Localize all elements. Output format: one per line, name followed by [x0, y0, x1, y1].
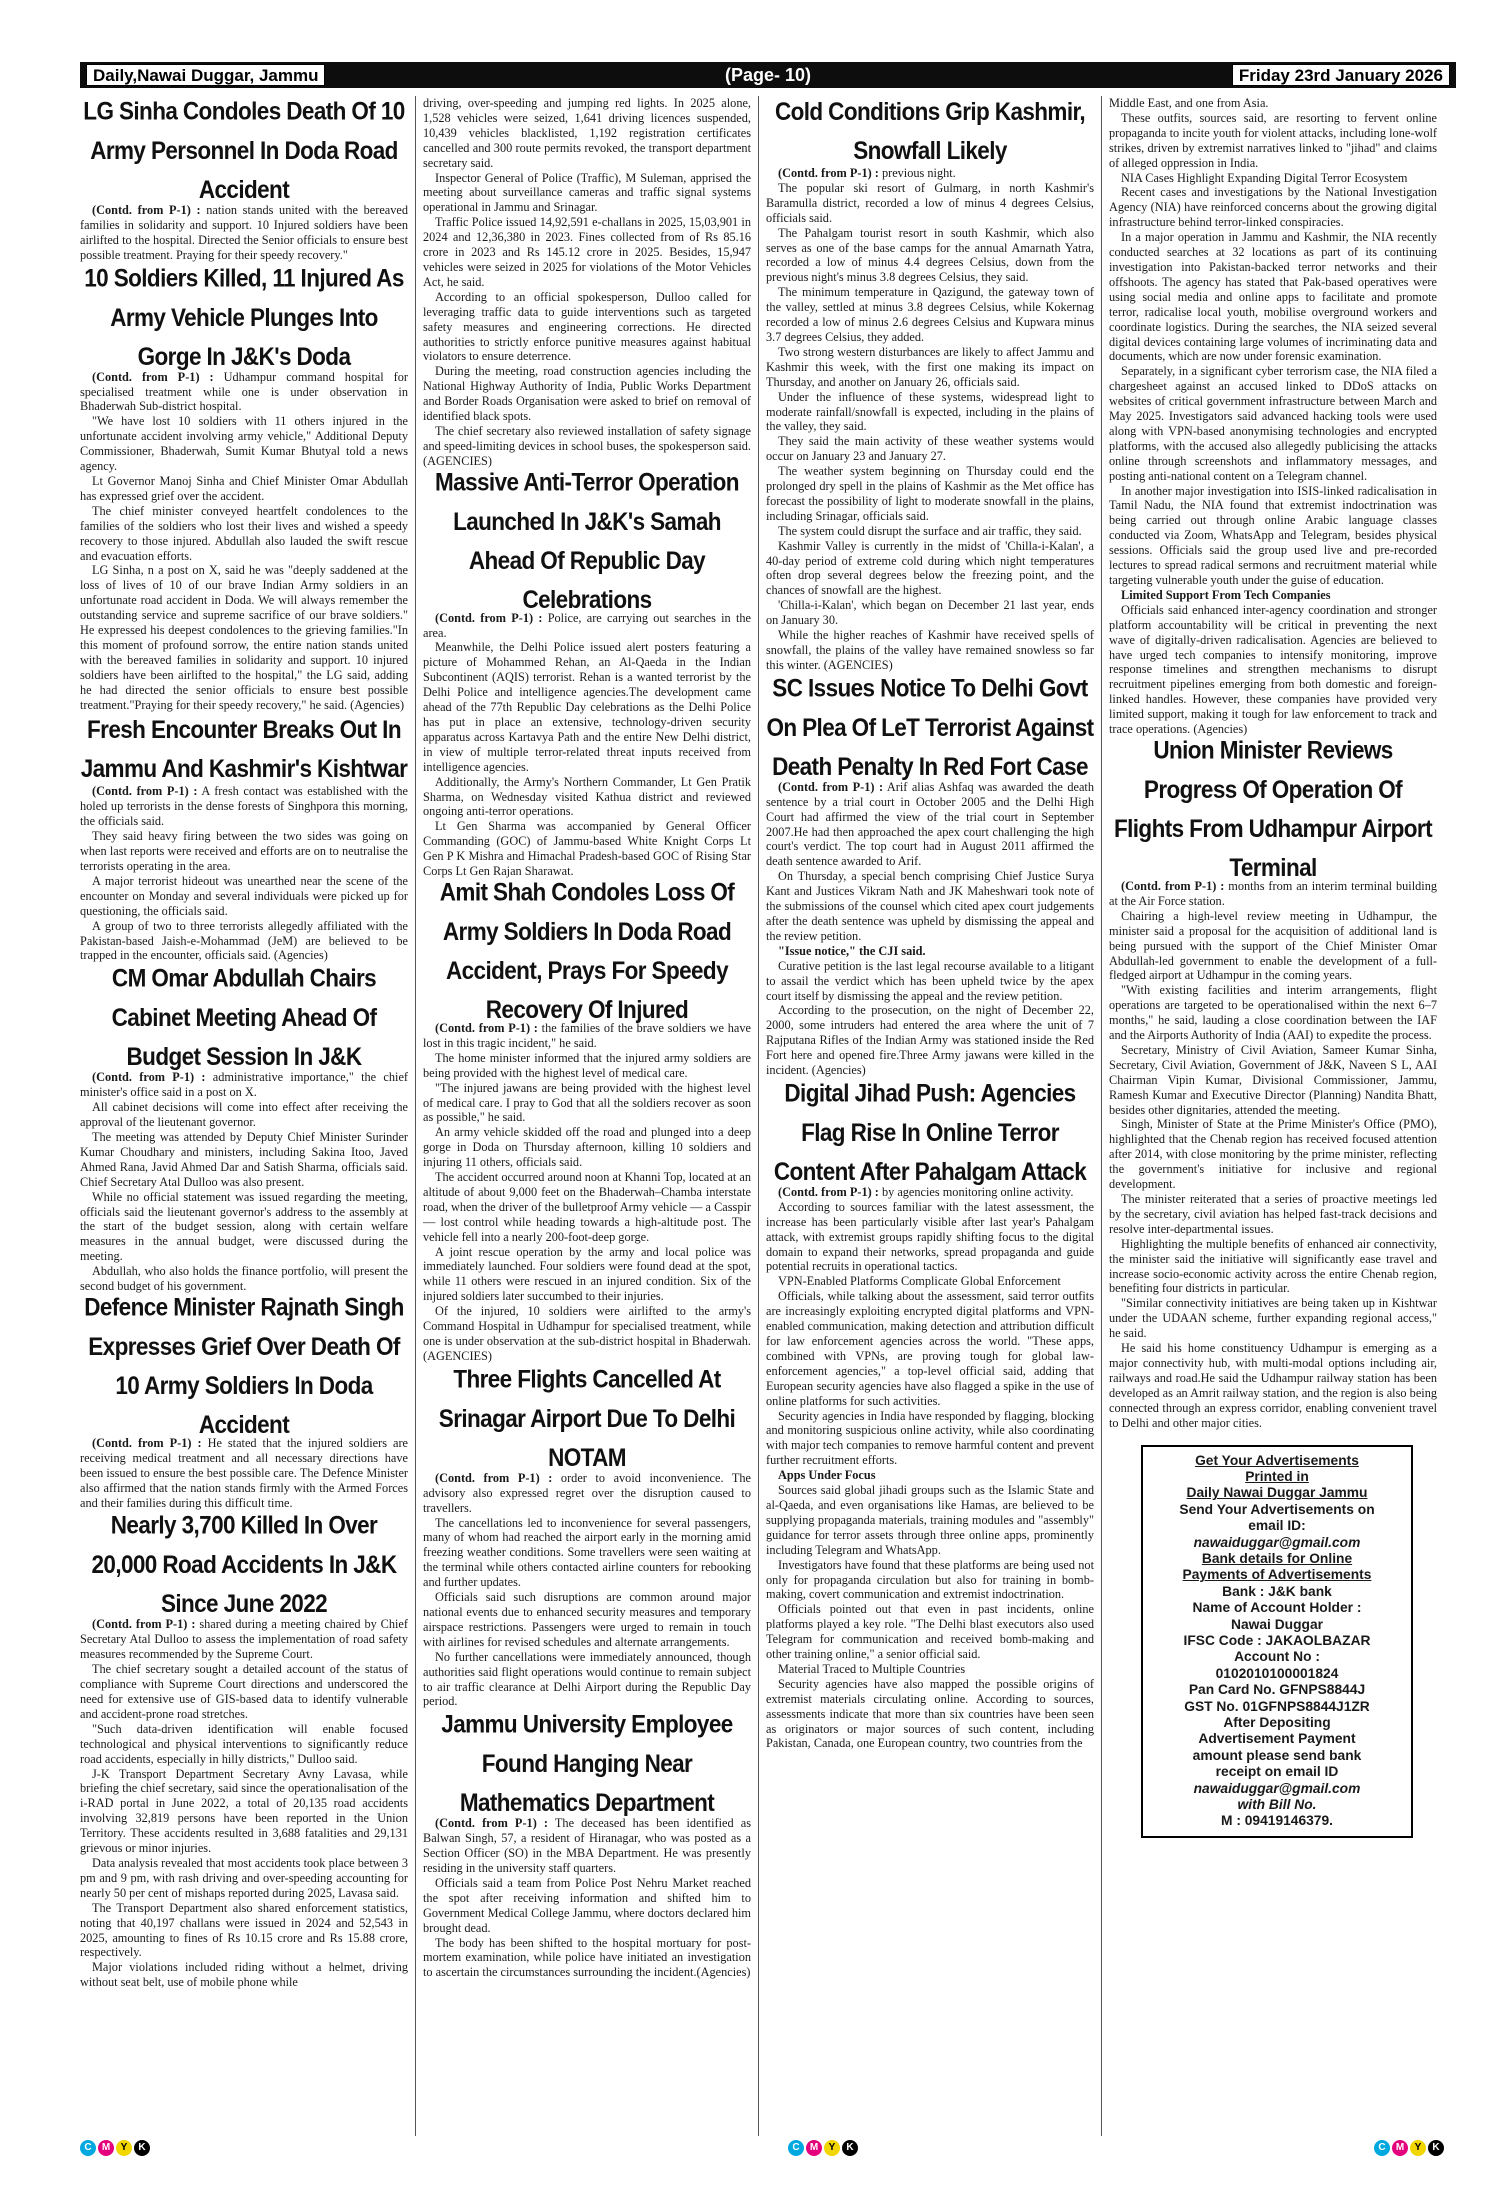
page-number: (Page- 10) [724, 65, 812, 85]
ad-line: IFSC Code : JAKAOLBAZAR [1183, 1632, 1371, 1648]
body-text: driving, over-speeding and jumping red lights. In 2025 alone, 1,528 vehicles were seized, 1,641 driving licences suspended, 10,439 vehicles blacklisted, 1,192 registration certificates cancelled and 300 route permits revoked, the transport department secretary said. [423, 96, 751, 170]
body-text: nation stands united with the bereaved families in solidarity and support. 10 Injured soldiers have been airlifted to the hospital. Directed the Senior officials to ensure best possible treatment. Praying for their speedy recovery." [80, 203, 408, 262]
body-text: Middle East, and one from Asia. [1109, 96, 1269, 110]
body-text: They said the main activity of these weather systems would occur on January 23 and January 27. [766, 434, 1094, 464]
continuation-lead: (Contd. from P-1) : [435, 1470, 553, 1485]
headline: Cold Conditions Grip Kashmir, Snowfall Likely [774, 97, 1086, 165]
headline: Fresh Encounter Breaks Out In Jammu And Kashmir's Kishtwar [80, 715, 408, 784]
ad-line: Bank : J&K bank [1222, 1583, 1332, 1599]
body-text: Arif alias Ashfaq was awarded the death sentence by a trial court in October 2005 and the Delhi High Court had affirmed the view of the trial court in September 2007.He had then approached the apex court challenging the high court's verdict. The top court had in August 2011 affirmed the death sentence awarded to Arif. [766, 779, 1094, 869]
cmyk-marks [80, 2140, 150, 2158]
headline: Defence Minister Rajnath Singh Expresses Grief Over Death Of 10 Army Soldiers In Doda Accident [84, 1293, 404, 1439]
column-rule [758, 96, 759, 2136]
cmyk-dot: C [1374, 2140, 1390, 2156]
body-text: The home minister informed that the injured army soldiers are being provided with the highest level of medical care. [423, 1050, 751, 1080]
continuation-lead: (Contd. from P-1) : [92, 1070, 206, 1085]
body-text: shared during a meeting chaired by Chief Secretary Atal Dulloo to assess the implementation of road safety measures recommended by the Supreme Court. [80, 1617, 408, 1662]
ad-email: nawaiduggar@gmail.com [1193, 1780, 1361, 1796]
body-text: A joint rescue operation by the army and local police was immediately launched. Four soldiers were found dead at the spot, while 11 others were rescued in an injured condition. Six of the injured soldiers later succumbed to their injuries. [423, 1244, 751, 1304]
body-text: Secretary, Ministry of Civil Aviation, Sameer Kumar Sinha, Secretary, Civil Aviation, Government of J&K, Naveen S L, AAI Chairman Vipin Kumar, Divisional Commissioner, Jammu, Ramesh Kumar and Executive Director (Planning) Nandita Bhatt, besides other dignitaries, attended the meeting. [1109, 1042, 1437, 1117]
body-text: J-K Transport Department Secretary Avny Lavasa, while briefing the chief secretary, said since the operationalisation of the i-RAD portal in June 2022, a total of 20,135 road accidents involving 32,819 persons have been reported in the Union Territory. These accidents resulted in 3,688 fatalities and 29,131 grievous or minor injuries. [80, 1766, 408, 1856]
ad-line: with Bill No. [1237, 1797, 1317, 1813]
body-text: administrative importance," the chief minister's office said in a post on X. [80, 1070, 408, 1100]
body-text: Sources said global jihadi groups such as the Islamic State and al-Qaeda, and even organisations like Hamas, are believed to be supplying propaganda materials, training modules and "assembly" guidance for terror assets through three online apps, prominently including Telegram and WhatsApp. [766, 1483, 1094, 1557]
body-text: Officials said such disruptions are common around major national events due to enhanced security measures and temporary airspace restrictions. Passengers were urged to remain in touch with airlines for revised schedules and alternate arrangements. [423, 1590, 751, 1649]
body-text: The Transport Department also shared enforcement statistics, noting that 40,197 challans were issued in 2024 and 52,543 in 2025, amounting to fines of Rs 10.15 crore and Rs 15.88 crore, respectively. [80, 1900, 408, 1960]
body-text: He said his home constituency Udhampur is emerging as a major connectivity hub, with multi-modal options including air, railways and road.He said the Udhampur railway station has been developed as an Amrit railway station, and the region is also being connected through an express corridor, enabling convenient travel to Delhi and other major cities. [1109, 1341, 1437, 1430]
body-text: Additionally, the Army's Northern Commander, Lt Gen Pratik Sharma, on Wednesday visited Kathua district and reviewed ongoing anti-terror operations. [423, 774, 751, 819]
subheading: VPN-Enabled Platforms Complicate Global Enforcement [778, 1274, 1061, 1289]
body-text: The accident occurred around noon at Khanni Top, located at an altitude of about 9,000 feet on the Bhaderwah–Chamba interstate road, when the driver of the bulletproof Army vehicle — a Casspir — lost control while heading towards a high-altitude post. The vehicle fell into a nearly 200-foot-deep gorge. [423, 1170, 751, 1244]
body-text: The deceased has been identified as Balwan Singh, 57, a resident of Hiranagar, who was posted as a Section Officer (SO) in the MBA Department. He was presently residing in the university staff quarters. [423, 1816, 751, 1876]
body-text: Recent cases and investigations by the National Investigation Agency (NIA) have reinforced concerns about the growing digital infrastructure behind terror-linked conspiracies. [1109, 185, 1437, 230]
body-text: Security agencies have also mapped the possible origins of extremist materials circulating online. According to sources, assessments indicate that more than six countries have been seen as originators or major sources of such content, including Pakistan, Canada, one European country, two countries from the [766, 1676, 1094, 1751]
body-text: Investigators have found that these platforms are being used not only for propaganda circulation but also for training in bomb-making, covert communication and extremist indoctrination. [766, 1557, 1094, 1602]
column-rule [415, 96, 416, 2136]
ad-line: Account No : [1234, 1649, 1320, 1665]
continuation-lead: (Contd. from P-1) : [92, 784, 198, 799]
body-text: During the meeting, road construction agencies including the National Highway Authority of India, Public Works Department and Border Roads Organisation were asked to brief on removal of identified black spots. [423, 364, 751, 424]
body-text: These outfits, sources said, are resorting to fervent online propaganda to incite youth for violent attacks, including lone-wolf strikes, driven by extremist narratives linked to "jihad" and claims of alleged oppression in India. [1109, 110, 1437, 170]
article-road-accidents-jk [80, 1512, 408, 1990]
body-text: "With existing facilities and interim arrangements, flight operations are targeted to be operationalised within the next 6–7 months," he said, lauding a close coordination between the IAF and the Airports Authority of India (AAI) to expedite the process. [1109, 983, 1437, 1043]
body-text: An army vehicle skidded off the road and plunged into a deep gorge in Doda on Thursday afternoon, killing 10 soldiers and injuring 11 others, officials said. [423, 1125, 751, 1170]
column-2 [423, 96, 751, 2136]
cmyk-dot: M [806, 2140, 822, 2156]
body-text: The chief secretary also reviewed installation of safety signage and speed-limiting devices in school buses, the spokesperson said. (AGENCIES) [423, 423, 751, 468]
cmyk-dot: C [80, 2140, 96, 2156]
continuation-lead: (Contd. from P-1) : [435, 1020, 538, 1035]
continuation-lead: (Contd. from P-1) : [435, 1816, 549, 1831]
body-text: Separately, in a significant cyber terrorism case, the NIA filed a chargesheet against an accused linked to DDoS attacks on websites of critical government infrastructure between March and May 2025. Investigators said advanced hacking tools were used along with VPN-based anonymising technologies and encrypted platforms, with the accused also allegedly publicising the attacks online through screenshots and inflammatory messages, and posting anti-national content on a Telegram channel. [1109, 364, 1437, 483]
ad-line: GST No. 01GFNPS8844J1ZR [1184, 1698, 1370, 1714]
continuation-lead: (Contd. from P-1) : [778, 166, 879, 180]
body-text: The popular ski resort of Gulmarg, in north Kashmir's Baramulla district, recorded a low of minus 4 degrees Celsius, officials said. [766, 180, 1094, 225]
article-anti-terror-samah [423, 467, 751, 879]
body-text: Officials said a team from Police Post Nehru Market reached the spot after receiving information and shifted him to Government Medical College Jammu, where doctors declared him brought dead. [423, 1875, 751, 1935]
ad-line: email ID: [1248, 1518, 1306, 1534]
article-digital-jihad-continued [1109, 96, 1437, 737]
body-text: The cancellations led to inconvenience for several passengers, many of whom had reached the airport early in the morning amid freezing weather conditions. Some travellers were seen waiting at the terminal while others contacted airline counters for rebooking and further updates. [423, 1515, 751, 1590]
article-udhampur-airport [1109, 736, 1437, 1431]
headline: SC Issues Notice To Delhi Govt On Plea Of LeT Terrorist Against Death Penalty In Red Fort Case [766, 674, 1094, 781]
article-cold-conditions-kashmir [766, 96, 1094, 673]
body-text: "Such data-driven identification will enable focused technological and physical interventions to significantly reduce road accidents, especially in hilly districts," Dulloo said. [80, 1721, 408, 1766]
article-amit-shah-condoles [423, 878, 751, 1364]
article-srinagar-flights-cancelled [423, 1366, 751, 1710]
subheading: NIA Cases Highlight Expanding Digital Terror Ecosystem [1121, 170, 1408, 185]
continuation-lead: (Contd. from P-1) : [778, 779, 884, 794]
article-cm-cabinet-meeting [80, 965, 408, 1294]
column-4 [1109, 96, 1437, 2136]
ad-line: Printed in [1245, 1468, 1309, 1484]
body-text: "Issue notice," the CJI said. [778, 943, 926, 958]
continuation-lead: (Contd. from P-1) : [1121, 878, 1225, 893]
headline: CM Omar Abdullah Chairs Cabinet Meeting Ahead Of Budget Session In J&K [111, 964, 377, 1072]
ad-line: receipt on email ID [1215, 1764, 1339, 1780]
article-rajnath-singh-grief [80, 1293, 408, 1511]
cmyk-marks [788, 2140, 858, 2158]
body-text: Major violations included riding without a helmet, driving without seat belt, use of mobile phone while [80, 1960, 408, 1990]
continuation-lead: (Contd. from P-1) : [92, 203, 201, 217]
body-text: The weather system beginning on Thursday could end the prolonged dry spell in the plains of Kashmir as the Met office has forecast the possibility of light to moderate snowfall in the plains, including Srinagar, officials said. [766, 464, 1094, 523]
body-text: months from an interim terminal building at the Air Force station. [1109, 878, 1437, 908]
body-text: While no official statement was issued regarding the meeting, officials said the lieutenant governor's address to the assembly at the start of the budget session, along with certain welfare measures in the annual budget, were discussed during the meeting. [80, 1189, 408, 1264]
body-text: In a major operation in Jammu and Kashmir, the NIA recently conducted searches at 32 locations as part of its continuing investigation into Pakistan-backed terror networks and their offshoots. The agency has stated that Pak-based operatives were using social media and online apps to facilitate and promote terror, radicalise local youth, mobilise overground workers and coordinate logistics. During the searches, the NIA seized several digital devices containing large volumes of incriminating data and documents, which are now under forensic examination. [1109, 230, 1437, 364]
subheading: Apps Under Focus [778, 1468, 876, 1483]
headline: Nearly 3,700 Killed In Over 20,000 Road Accidents In J&K Since June 2022 [91, 1511, 397, 1619]
article-fresh-encounter-kishtwar [80, 714, 408, 963]
body-text: Of the injured, 10 soldiers were airlifted to the army's Command Hospital in Udhampur for specialised treatment, while one is under observation at the sub-district hospital in Bhaderwah. (AGENCIES) [423, 1304, 751, 1363]
headline: Three Flights Cancelled At Srinagar Airport Due To Delhi NOTAM [438, 1365, 736, 1472]
continuation-lead: (Contd. from P-1) : [92, 1617, 196, 1632]
body-text: Singh, Minister of State at the Prime Minister's Office (PMO), highlighted that the Chenab region has received focused attention after 2014, with close monitoring by the prime minister, reflecting the government's initiative for inclusive and regional development. [1109, 1117, 1437, 1192]
article-sc-notice-red-fort [766, 675, 1094, 1078]
subheading: Limited Support From Tech Companies [1121, 587, 1331, 602]
body-text: Security agencies in India have responded by flagging, blocking and monitoring suspicious online activity, while also coordinating with major tech companies to remove harmful content and prevent further recruitment efforts. [766, 1408, 1094, 1468]
body-text: Kashmir Valley is currently in the midst of 'Chilla-i-Kalan', a 40-day period of extreme cold during which night temperatures often drop several degrees below the freezing point, and the chances of snowfall are the highest. [766, 538, 1094, 598]
cmyk-dot: Y [824, 2140, 840, 2156]
continuation-lead: (Contd. from P-1) : [92, 369, 214, 384]
body-text: previous night. [881, 166, 956, 180]
body-text: A major terrorist hideout was unearthed near the scene of the encounter on Monday and several individuals were picked up for questioning, the officials said. [80, 873, 408, 918]
body-text: Udhampur command hospital for specialised treatment while one is under observation in Bhaderwah Sub-district hospital. [80, 369, 408, 414]
ad-line: Pan Card No. GFNPS8844J [1188, 1682, 1366, 1698]
ad-account-number: 0102010100001824 [1215, 1665, 1339, 1681]
body-text: "The injured jawans are being provided with the highest level of medical care. I pray to God that all the soldiers recover as soon as possible," he said. [423, 1080, 751, 1125]
article-road-accidents-continued [423, 96, 751, 469]
body-text: No further cancellations were immediately announced, though authorities said flight operations would continue to remain subject to air traffic clearance at Delhi Airport during the Republic Day period. [423, 1649, 751, 1709]
headline: Digital Jihad Push: Agencies Flag Rise In Online Terror Content After Pahalgam Attack [773, 1079, 1087, 1186]
body-text: Police, are carrying out searches in the area. [423, 610, 751, 640]
body-text: Officials said enhanced inter-agency coordination and stronger platform accountability will be critical in preventing the next wave of digitally-driven radicalisation. Agencies are believed to have urged tech companies to intensify monitoring, improve response timelines and strengthen mechanisms to disrupt recruitment pipelines emerging from both domestic and foreign-linked handles. However, these companies have provided very limited support, making it tough for law enforcement to track and trace operations. (Agencies) [1109, 602, 1437, 737]
body-text: Curative petition is the last legal recourse available to a litigant to assail the verdict which has been upheld twice by the apex court itself by dismissing the appeal and the review petition. [766, 958, 1094, 1003]
body-text: Abdullah, who also holds the finance portfolio, will present the second budget of his government. [80, 1264, 408, 1294]
body-text: "We have lost 10 soldiers with 11 others injured in the unfortunate accident involving army vehicle," Additional Deputy Commissioner, Bhaderwah, Sumit Kumar Bhutyal told a news agency. [80, 414, 408, 474]
body-text: A fresh contact was established with the holed up terrorists in the dense forests of Singhpora this morning, the officials said. [80, 784, 408, 829]
cmyk-dot: K [842, 2140, 858, 2156]
ad-line: Payments of Advertisements [1182, 1567, 1372, 1583]
article-10-soldiers-killed [80, 265, 408, 713]
article-jammu-university-employee [423, 1711, 751, 1980]
body-text: Chairing a high-level review meeting in Udhampur, the minister said a proposal for the acquisition of additional land is being pursued with the support of the Chief Minister Omar Abdullah-led government to enable the development of a full-fledged airport at Udhampur in the coming years. [1109, 908, 1437, 983]
cmyk-dot: M [1392, 2140, 1408, 2156]
body-text: The meeting was attended by Deputy Chief Minister Surinder Kumar Choudhary and ministers, including Sakina Itoo, Javed Ahmed Rana, Javid Ahmed Dar and Satish Sharma, officials said. Chief Secretary Atal Dulloo was also present. [80, 1129, 408, 1189]
body-text: Meanwhile, the Delhi Police issued alert posters featuring a picture of Mohammed Rehan, an Al-Qaeda in the Indian Subcontinent (AQIS) terrorist. Rehan is a wanted terrorist by the Delhi Police and intelligence agencies.The development came ahead of the 77th Republic Day celebrations as the Delhi Police has put in place an extensive, technology-driven security apparatus across Kartavya Path and the entire New Delhi district, in view of multiple terror-related threat inputs received from intelligence agencies. [423, 640, 751, 774]
headline: Amit Shah Condoles Loss Of Army Soldiers In Doda Road Accident, Prays For Speedy Recovery Of Injured [439, 878, 735, 1024]
ad-line: Send Your Advertisements on [1179, 1501, 1375, 1517]
body-text: The minister reiterated that a series of proactive meetings led by the secretary, civil aviation has helped fast-track decisions and resolve inter-departmental issues. [1109, 1192, 1437, 1236]
body-text: Inspector General of Police (Traffic), M Suleman, apprised the meeting about surveillance cameras and traffic signal systems operational in Jammu and Srinagar. [423, 170, 751, 215]
ad-line: Bank details for Online [1201, 1550, 1353, 1566]
advertisement-box [1141, 1445, 1413, 1838]
ad-phone: M : 09419146379. [1221, 1813, 1333, 1829]
headline: Massive Anti-Terror Operation Launched In J&K's Samah Ahead Of Republic Day Celebrations [435, 467, 739, 614]
column-3 [766, 96, 1094, 2136]
body-text: While the higher reaches of Kashmir have received spells of snowfall, the plains of the valley have remained snowless so far this winter. (AGENCIES) [766, 628, 1094, 672]
body-text: Lt Gen Sharma was accompanied by General Officer Commanding (GOC) of Jammu-based White Knight Corps Lt Gen P K Mishra and Himachal Pradesh-based GOC of Rising Star Corps Lt Gen Rajan Sharawat. [423, 819, 751, 879]
body-text: The body has been shifted to the hospital mortuary for post-mortem examination, while police have initiated an investigation to ascertain the circumstances surrounding the incident.(Agencies) [423, 1935, 751, 1980]
body-text: The minimum temperature in Qazigund, the gateway town of the valley, settled at minus 3.8 degrees Celsius, while Kokernag recorded a low of minus 2.6 degrees Celsius and Kupwara minus 3.7 degrees Celsius, they added. [766, 285, 1094, 344]
subheading: Material Traced to Multiple Countries [778, 1661, 966, 1676]
article-digital-jihad-push [766, 1080, 1094, 1751]
cmyk-marks [1374, 2140, 1444, 2158]
body-text: According to sources familiar with the latest assessment, the increase has been particularly visible after last year's Pahalgam attack, with extremist groups rapidly shifting focus to the digital domain to expand their networks, spread propaganda and guide potential recruits in operational tactics. [766, 1199, 1094, 1274]
body-text: He stated that the injured soldiers are receiving medical treatment and all necessary directions have been issued to ensure the best possible care. The Defence Minister also affirmed that the nation stands firmly with the Armed Forces and their families during this difficult time. [80, 1435, 408, 1510]
cmyk-dot: K [1428, 2140, 1444, 2156]
body-text: According to an official spokesperson, Dulloo called for leveraging traffic data to guide interventions such as targeted safety measures and engineering corrections. He directed authorities to strictly enforce punitive measures against habitual violators to ensure deterrence. [423, 289, 751, 364]
body-text: Highlighting the multiple benefits of enhanced air connectivity, the minister said the initiative will significantly ease travel and increase socio-economic activity across the entire Chenab region, benefiting four districts in particular. [1109, 1236, 1437, 1296]
ad-email: nawaiduggar@gmail.com [1193, 1534, 1361, 1550]
headline: Union Minister Reviews Progress Of Operation Of Flights From Udhampur Airport Terminal [1113, 736, 1432, 882]
body-text: The system could disrupt the surface and air traffic, they said. [778, 523, 1082, 538]
body-text: order to avoid inconvenience. The advisory also expressed regret over the disruption caused to travellers. [423, 1470, 751, 1515]
ad-line: Daily Nawai Duggar Jammu [1186, 1485, 1368, 1501]
body-text: All cabinet decisions will come into effect after receiving the approval of the lieutenant governor. [80, 1100, 408, 1130]
body-text: Officials, while talking about the assessment, said terror outfits are increasingly exploiting encrypted digital platforms and VPN-enabled communication, making detection and attribution difficult for law enforcement agencies across the world. "These apps, combined with VPNs, are proving tough for global law-enforcement agencies," a top-level official said, adding that European security agencies have also flagged a spike in the use of online platforms for such activities. [766, 1289, 1094, 1408]
body-text: A group of two to three terrorists allegedly affiliated with the Pakistan-based Jaish-e-Mohammad (JeM) are believed to be trapped in the encounter, officials said. (Agencies) [80, 918, 408, 963]
newspaper-name: Daily,Nawai Duggar, Jammu [86, 64, 325, 86]
body-text: by agencies monitoring online activity. [881, 1184, 1074, 1199]
column-1 [80, 96, 408, 2136]
body-text: the families of the brave soldiers we have lost in this tragic incident," he said. [423, 1020, 751, 1050]
continuation-lead: (Contd. from P-1) : [92, 1435, 202, 1450]
ad-line: Nawai Duggar [1231, 1616, 1323, 1632]
body-text: According to the prosecution, on the night of December 22, 2000, some intruders had entered the area where the unit of 7 Rajputana Rifles of the Indian Army was stationed inside the Red Fort here and opened fire.Three Army jawans were killed in the incident. (Agencies) [766, 1003, 1094, 1078]
continuation-lead: (Contd. from P-1) : [435, 610, 543, 625]
body-text: The Pahalgam tourist resort in south Kashmir, which also serves as one of the base camps for the annual Amarnath Yatra, recorded a low of minus 4.4 degrees Celsius, down from the previous night's minus 3.8 degrees Celsius, they said. [766, 225, 1094, 285]
cmyk-dot: M [98, 2140, 114, 2156]
continuation-lead: (Contd. from P-1) : [778, 1184, 879, 1199]
ad-line: Advertisement Payment [1198, 1731, 1356, 1747]
column-rule [1101, 96, 1102, 2136]
body-text: They said heavy firing between the two sides was going on when last reports were received and efforts are on to neutralise the terrorists operating in the area. [80, 829, 408, 873]
cmyk-dot: Y [116, 2140, 132, 2156]
headline: Jammu University Employee Found Hanging Near Mathematics Department [441, 1710, 733, 1818]
headline: 10 Soldiers Killed, 11 Injured As Army Vehicle Plunges Into Gorge In J&K's Doda [84, 263, 404, 371]
page-header [80, 62, 1456, 88]
body-text: The chief minister conveyed heartfelt condolences to the families of the soldiers who lost their lives and wished a speedy recovery to those injured. Abdullah also lauded the swift rescue and evacuation efforts. [80, 503, 408, 563]
body-text: On Thursday, a special bench comprising Chief Justice Surya Kant and Justices Vikram Nath and JK Maheshwari took note of the submissions of the counsel which cited apex court judgements after the death sentence was upheld by dismissing the appeal and the review petition. [766, 869, 1094, 943]
body-text: 'Chilla-i-Kalan', which began on December 21 last year, ends on January 30. [766, 598, 1094, 628]
issue-date: Friday 23rd January 2026 [1232, 64, 1450, 86]
ad-line: After Depositing [1223, 1715, 1331, 1730]
ad-line: Name of Account Holder : [1192, 1600, 1362, 1616]
body-text: Under the influence of these systems, widespread light to moderate rainfall/snowfall is expected, including in the plains of the valley, they said. [766, 389, 1094, 434]
cmyk-dot: Y [1410, 2140, 1426, 2156]
cmyk-dot: K [134, 2140, 150, 2156]
article-lg-sinha-condoles [80, 98, 408, 263]
body-text: Two strong western disturbances are likely to affect Jammu and Kashmir this week, with the first one making its impact on Thursday, and another on January 26, officials said. [766, 344, 1094, 389]
body-text: In another major investigation into ISIS-linked radicalisation in Tamil Nadu, the NIA found that extremist indoctrination was being carried out through online Arabic language classes conducted via Zoom, WhatsApp and Telegram, besides physical sessions. Officials said the group used live and pre-recorded lectures to spread radical sermons and recruitment material while targeting vulnerable youth under the guise of education. [1109, 483, 1437, 587]
body-text: "Similar connectivity initiatives are being taken up in Kishtwar under the UDAAN scheme, further expanding regional access," he said. [1109, 1296, 1437, 1341]
body-text: Lt Governor Manoj Sinha and Chief Minister Omar Abdullah has expressed grief over the accident. [80, 473, 408, 503]
cmyk-dot: C [788, 2140, 804, 2156]
body-text: Data analysis revealed that most accidents took place between 3 pm and 9 pm, with rash driving and over-speeding accounting for nearly 50 per cent of mishaps reported during 2025, Lavasa said. [80, 1855, 408, 1900]
body-text: Traffic Police issued 14,92,591 e-challans in 2025, 15,03,901 in 2024 and 12,36,380 in 2023. Fines collected from of Rs 85.16 crore in 2023 and Rs 145.12 crore in 2025. Besides, 15,947 vehicles were seized in 2025 for violations of the Motor Vehicles Act, he said. [423, 215, 751, 289]
body-text: LG Sinha, n a post on X, said he was "deeply saddened at the loss of lives of 10 of our brave Indian Army soldiers in an unfortunate road accident in Doda. We will always remember the outstanding service and supreme sacrifice of our brave soldiers." He expressed his deepest condolences to the grieving families."In this moment of profound sorrow, the entire nation stands united with the bereaved families in solidarity and support. 10 injured soldiers have been airlifted to the hospital," the LG said, adding he had directed the senior officials to ensure best possible treatment."Praying for their speedy recovery," he said. (Agencies) [80, 563, 408, 712]
body-text: The chief secretary sought a detailed account of the status of compliance with Supreme Court directions and underscored the need for extensive use of GIS-based data to identify vulnerable and accident-prone road stretches. [80, 1662, 408, 1721]
ad-line: Get Your Advertisements [1195, 1452, 1359, 1468]
headline: LG Sinha Condoles Death Of 10 Army Personnel In Doda Road Accident [83, 97, 405, 204]
ad-line: amount please send bank [1192, 1747, 1362, 1763]
body-text: Officials pointed out that even in past incidents, online platforms played a key role. "The Delhi blast executors also used Telegram for communication and received bomb-making and other training online," a senior official said. [766, 1602, 1094, 1662]
